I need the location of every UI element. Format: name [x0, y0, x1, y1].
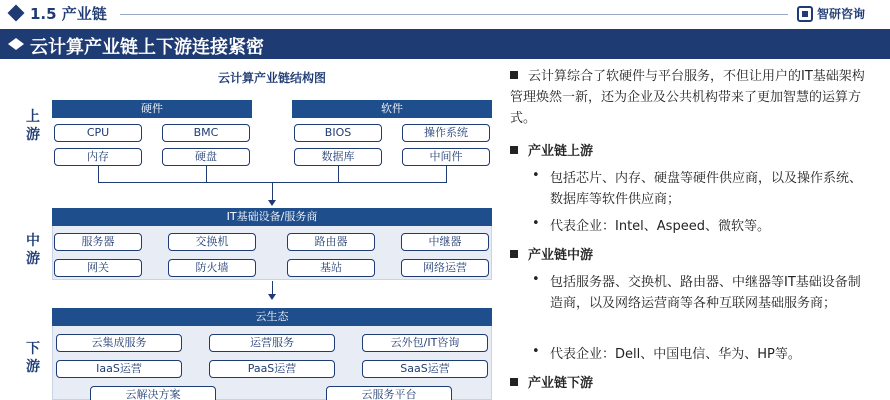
- node-memory: 内存: [54, 148, 142, 166]
- node-base-station: 基站: [287, 259, 375, 277]
- node-router: 路由器: [287, 233, 375, 251]
- arrow-left-icon: [8, 38, 16, 50]
- node-bios: BIOS: [294, 124, 382, 142]
- section-title: 1.5 产业链: [30, 5, 107, 23]
- arrow-down-icon: [268, 294, 276, 300]
- label-midstream: 中 游: [26, 233, 40, 267]
- upstream-bullet-2: 代表企业：Intel、Aspeed、微软等。: [550, 219, 770, 234]
- node-disk: 硬盘: [162, 148, 250, 166]
- node-cloud-solution: 云解决方案: [90, 386, 216, 400]
- bullet-dot: •: [532, 168, 540, 183]
- connector-line: [98, 166, 99, 182]
- title-band: [0, 29, 890, 59]
- square-bullet-icon: [510, 378, 518, 386]
- node-middleware: 中间件: [402, 148, 490, 166]
- node-cloud-outsourcing: 云外包/IT咨询: [362, 334, 488, 352]
- intro-paragraph: 云计算综合了软硬件与平台服务，不但让用户的IT基础架构管理焕然一新，还为企业及公共机构带来了更加智慧的运算方式。: [510, 69, 865, 126]
- node-gateway: 网关: [54, 259, 142, 277]
- square-bullet-icon: [510, 146, 518, 154]
- node-ops-service: 运营服务: [209, 334, 335, 352]
- arrow-right-icon: [16, 38, 24, 50]
- bullet-dot: •: [532, 272, 540, 287]
- node-repeater: 中继器: [401, 233, 489, 251]
- node-network-ops: 网络运营: [401, 259, 489, 277]
- downstream-heading: 产业链下游: [510, 373, 870, 394]
- connector-line: [446, 166, 447, 182]
- bullet-dot: •: [532, 216, 540, 231]
- node-firewall: 防火墙: [168, 259, 256, 277]
- it-header: IT基础设备/服务商: [52, 208, 492, 226]
- top-header: [0, 0, 890, 28]
- node-switch: 交换机: [168, 233, 256, 251]
- node-cloud-platform: 云服务平台: [326, 386, 452, 400]
- logo-icon: [797, 6, 813, 22]
- node-bmc: BMC: [162, 124, 250, 142]
- connector-line: [338, 166, 339, 182]
- node-cloud-integration: 云集成服务: [56, 334, 182, 352]
- connector-line: [272, 182, 273, 200]
- node-saas: SaaS运营: [362, 360, 488, 378]
- label-upstream: 上 游: [26, 109, 40, 143]
- midstream-bullet-1: 包括服务器、交换机、路由器、中继器等IT基础设备制造商，以及网络运营商等各种互联网基础服务商；: [550, 275, 861, 311]
- upstream-heading: 产业链上游: [510, 141, 870, 162]
- midstream-bullet-2: 代表企业：Dell、中国电信、华为、HP等。: [550, 347, 801, 362]
- node-paas: PaaS运营: [209, 360, 335, 378]
- header-divider: [120, 14, 788, 15]
- diagram-title: 云计算产业链结构图: [217, 71, 326, 85]
- brand-logo: [797, 5, 865, 22]
- hardware-header: 硬件: [52, 100, 252, 118]
- page-title: 云计算产业链上下游连接紧密: [30, 37, 264, 58]
- square-bullet-icon: [510, 250, 518, 258]
- node-database: 数据库: [294, 148, 382, 166]
- upstream-bullet-1: 包括芯片、内存、硬盘等硬件供应商，以及操作系统、数据库等软件供应商；: [550, 171, 863, 207]
- node-cpu: CPU: [54, 124, 142, 142]
- bullet-dot: •: [532, 344, 540, 359]
- node-server: 服务器: [54, 233, 142, 251]
- cloud-header: 云生态: [52, 308, 492, 326]
- brand-name: 智研咨询: [817, 7, 866, 21]
- software-header: 软件: [292, 100, 492, 118]
- midstream-heading: 产业链中游: [510, 245, 870, 266]
- label-downstream: 下 游: [26, 341, 40, 375]
- diamond-icon: [8, 5, 25, 22]
- square-bullet-icon: [510, 71, 518, 79]
- arrow-down-icon: [268, 200, 276, 206]
- node-iaas: IaaS运营: [56, 360, 182, 378]
- connector-line: [272, 281, 273, 294]
- node-os: 操作系统: [402, 124, 490, 142]
- connector-line: [206, 166, 207, 182]
